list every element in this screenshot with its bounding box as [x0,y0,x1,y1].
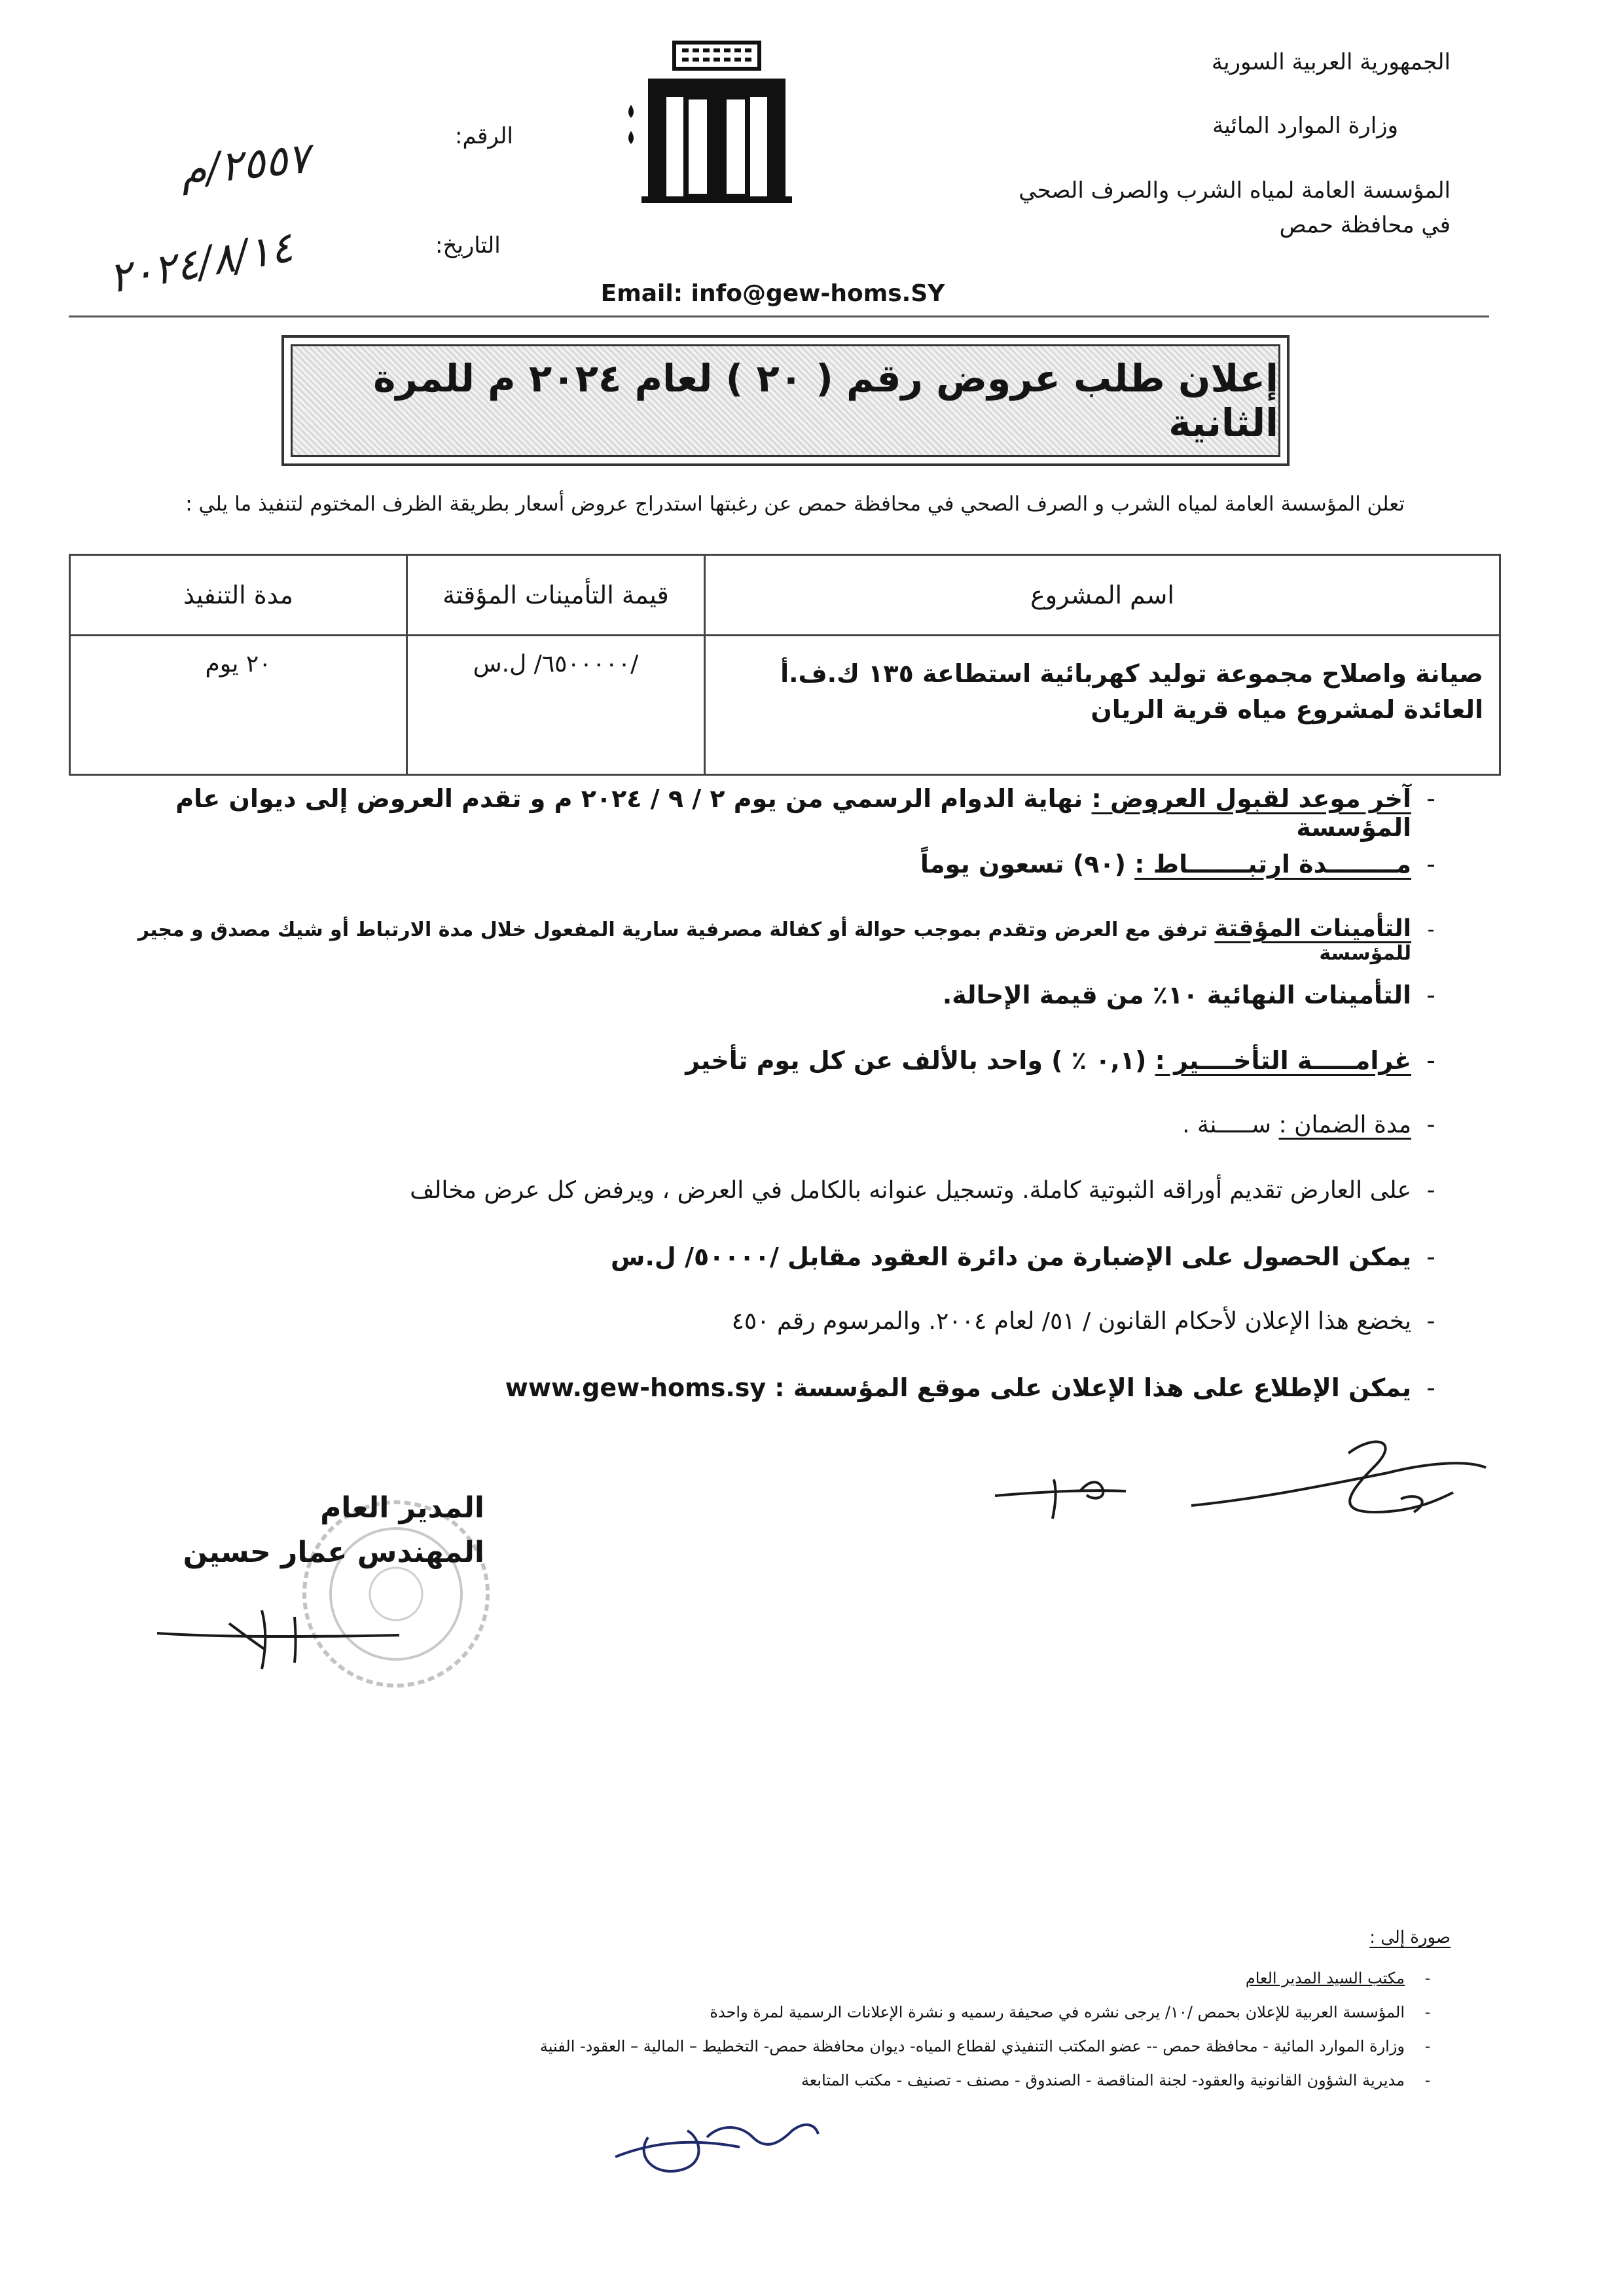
director-title: المدير العام [320,1491,484,1525]
list-item: - التأمينات المؤقتة ترفق مع العرض وتقدم بموجب حوالة أو كفالة مصرفية سارية المفعول خلال مدة الارتباط أو شيك مصدق و مجير للمؤسسة [137,915,1435,965]
list-item: - مــــــــدة ارتبـــــــاط : (٩٠) تسعون يوماً [920,850,1435,878]
date-value: ٢٠٢٤/٨/١٤ [105,223,297,304]
list-item: - يمكن الحصول على الإضبارة من دائرة العقود مقابل /٥٠٠٠٠/ ل.س [611,1242,1435,1271]
copy-recipient: مديرية الشؤون القانونية والعقود- لجنة المناقصة - الصندوق - مصنف - تصنيف - مكتب المتابعة [801,2071,1405,2089]
header-project-name: اسم المشروع [705,555,1500,636]
director-name: المهندس عمار حسين [183,1536,484,1570]
condition-key: غرامـــــة التأخــــير : [1155,1046,1411,1075]
copy-recipient: مكتب السيد المدير العام [1245,1969,1405,1987]
table-header-row [70,555,1500,636]
copies-list [76,1969,1451,2105]
project-table [69,554,1501,776]
website-link[interactable]: www.gew-homs.sy [505,1373,767,1402]
list-item: - مكتب السيد المدير العام [1245,1969,1431,1987]
condition-text: نهاية الدوام الرسمي من يوم ٢ / ٩ / ٢٠٢٤ م و تقدم العروض إلى ديوان عام المؤسسة [175,784,1411,842]
condition-key: آخر موعد لقبول العروض : [1091,784,1411,813]
list-item: - آخر موعد لقبول العروض : نهاية الدوام الرسمي من يوم ٢ / ٩ / ٢٠٢٤ م و تقدم العروض إلى ديوان عام المؤسسة [175,784,1435,842]
list-item: - وزارة الموارد المائية - محافظة حمص -- عضو المكتب التنفيذي لقطاع المياه- ديوان محافظة حمص- التخطيط – المالية – العقود- الفنية [539,2037,1431,2055]
announcement-title: إعلان طلب عروض رقم ( ٢٠ ) لعام ٢٠٢٤ م للمرة الثانية [291,344,1280,457]
list-item: - مديرية الشؤون القانونية والعقود- لجنة المناقصة - الصندوق - مصنف - تصنيف - مكتب المتابعة [801,2071,1431,2089]
list-item: - مدة الضمان : ســـــنة . [1182,1111,1435,1138]
condition-key: التأمينات المؤقتة [1214,915,1411,942]
copy-recipient: المؤسسة العربية للإعلان بحمص /١٠/ يرجى نشره في صحيفة رسميه و نشرة الإعلانات الرسمية لمرة واحدة [710,2003,1405,2021]
conditions-list [76,784,1451,1439]
ministry-name: وزارة الموارد المائية [1212,113,1398,139]
condition-text: التأمينات النهائية ١٠٪ من قيمة الإحالة. [942,981,1411,1009]
approval-signatures-icon [982,1427,1506,1545]
condition-text: يمكن الحصول على الإضبارة من دائرة العقود مقابل /٥٠٠٠٠/ ل.س [611,1242,1411,1271]
condition-text: ترفق مع العرض وتقدم بموجب حوالة أو كفالة مصرفية سارية المفعول خلال مدة الارتباط أو شيك مصدق و مجير للمؤسسة [137,918,1411,965]
condition-key: مــــــــدة ارتبـــــــاط : [1134,850,1411,878]
condition-text: ســـــنة . [1182,1111,1279,1138]
list-item: - على العارض تقديم أوراقه الثبوتية كاملة. وتسجيل عنوانه بالكامل في العرض ، ويرفض كل عرض مخالف [410,1177,1435,1204]
list-item: - التأمينات النهائية ١٠٪ من قيمة الإحالة. [942,981,1435,1009]
clerk-signature-icon [609,2098,825,2183]
header-block [992,39,1451,242]
list-item: - يمكن الإطلاع على هذا الإعلان على موقع المؤسسة : www.gew-homs.sy [505,1373,1435,1402]
cell-duration: ٢٠ يوم [70,636,407,775]
header-deposit: قيمة التأمينات المؤقتة [407,555,705,636]
director-signature-icon [151,1597,425,1676]
director-signature-block [170,1486,484,1575]
condition-text: (٩٠) تسعون يوماً [920,850,1135,878]
water-tower-logo-icon [622,39,812,209]
list-item: - يخضع هذا الإعلان لأحكام القانون / ٥١/ لعام ٢٠٠٤. والمرسوم رقم ٤٥٠ [731,1308,1435,1335]
republic-name: الجمهورية العربية السورية [1211,49,1451,75]
header-duration: مدة التنفيذ [70,555,407,636]
establishment-name: المؤسسة العامة لمياه الشرب والصرف الصحي [1019,177,1451,204]
project-line-2: العائدة لمشروع مياه قرية الريان [1091,695,1483,725]
cell-deposit: /٦٥٠٠٠٠٠/ ل.س [407,636,705,775]
announcement-title-box [281,335,1290,466]
email-line: Email: info@gew-homs.SY [600,280,945,307]
condition-text: يخضع هذا الإعلان لأحكام القانون / ٥١/ لعام ٢٠٠٤. والمرسوم رقم ٤٥٠ [731,1308,1411,1335]
header-divider [69,316,1489,317]
date-label: التاريخ: [435,232,501,259]
condition-text: يمكن الإطلاع على هذا الإعلان على موقع المؤسسة : [774,1373,1411,1402]
condition-text: على العارض تقديم أوراقه الثبوتية كاملة. وتسجيل عنوانه بالكامل في العرض ، ويرفض كل عرض مخالف [410,1177,1411,1204]
number-label: الرقم: [455,123,513,149]
list-item: - غرامـــــة التأخــــير : (٠,١ ٪ ) واحد بالألف عن كل يوم تأخير [685,1046,1435,1075]
list-item: - المؤسسة العربية للإعلان بحمص /١٠/ يرجى نشره في صحيفة رسميه و نشرة الإعلانات الرسمية لمرة واحدة [710,2003,1431,2021]
number-value: ٢٥٥٧/م [177,134,313,196]
condition-text: (٠,١ ٪ ) واحد بالألف عن كل يوم تأخير [685,1046,1155,1075]
project-line-1: صيانة واصلاح مجموعة توليد كهربائية استطاعة ١٣٥ ك.ف.أ [780,659,1483,688]
table-row [70,636,1500,775]
copy-recipient: وزارة الموارد المائية - محافظة حمص -- عضو المكتب التنفيذي لقطاع المياه- ديوان محافظة حمص- التخطيط – المالية – العقود- الفنية [539,2037,1405,2055]
intro-paragraph: تعلن المؤسسة العامة لمياه الشرب و الصرف الصحي في محافظة حمص عن رغبتها استدراج عروض أسعار بطريقة الظرف المختوم لتنفيذ ما يلي : [185,492,1405,516]
governorate-name: في محافظة حمص [1279,212,1451,238]
cell-project-name [705,636,1500,775]
copies-heading: صورة إلى : [1369,1928,1451,1947]
condition-key: مدة الضمان : [1278,1111,1411,1138]
